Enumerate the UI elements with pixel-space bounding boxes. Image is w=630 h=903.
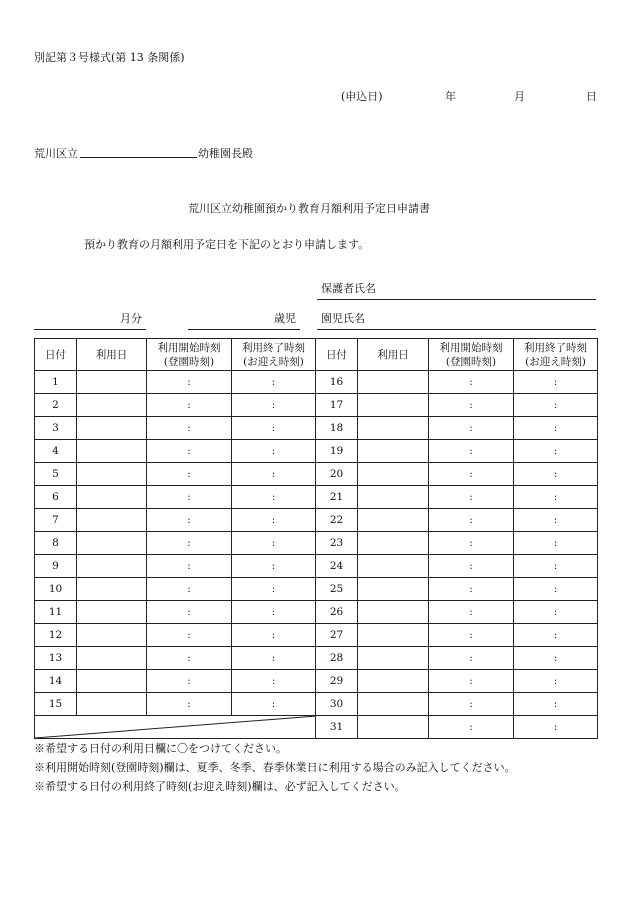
usage-day-cell[interactable] (77, 555, 147, 578)
date-cell: 4 (35, 440, 77, 463)
intro-text: 預かり教育の月額利用予定日を下記のとおり申請します。 (84, 238, 370, 251)
date-cell: 5 (35, 463, 77, 486)
table-row (35, 509, 316, 532)
date-cell: 23 (316, 532, 358, 555)
table-row (316, 578, 598, 601)
usage-day-cell[interactable] (77, 394, 147, 417)
table-row (316, 417, 598, 440)
usage-day-header: 利用日 (358, 339, 429, 371)
usage-day-cell[interactable] (358, 440, 429, 463)
addressee-prefix: 荒川区立 (34, 147, 78, 160)
date-cell: 15 (35, 693, 77, 716)
date-cell: 12 (35, 624, 77, 647)
table-row (316, 463, 598, 486)
end-time-cell[interactable]: : (514, 716, 598, 739)
child-name-line[interactable] (317, 329, 596, 330)
start-time-cell[interactable]: : (147, 555, 232, 578)
table-row (35, 693, 316, 716)
date-cell: 25 (316, 578, 358, 601)
date-cell: 18 (316, 417, 358, 440)
date-cell: 13 (35, 647, 77, 670)
usage-day-cell[interactable] (77, 371, 147, 394)
end-time-cell[interactable]: : (232, 624, 316, 647)
usage-day-cell[interactable] (77, 486, 147, 509)
usage-day-cell[interactable] (77, 463, 147, 486)
end-time-cell[interactable]: : (514, 578, 598, 601)
crossed-out-cell (35, 716, 316, 739)
date-cell: 26 (316, 601, 358, 624)
start-time-cell[interactable]: : (429, 440, 514, 463)
start-time-cell[interactable]: : (429, 417, 514, 440)
month-line[interactable] (34, 329, 146, 330)
schedule-table-right (315, 338, 598, 739)
usage-day-header: 利用日 (77, 339, 147, 371)
child-name-label: 園児氏名 (321, 312, 365, 325)
table-row (316, 486, 598, 509)
end-time-cell[interactable]: : (514, 693, 598, 716)
kindergarten-name-line[interactable] (80, 157, 197, 158)
start-time-cell[interactable]: : (147, 371, 232, 394)
date-cell: 31 (316, 716, 358, 739)
table-row (316, 509, 598, 532)
end-time-cell[interactable]: : (232, 463, 316, 486)
start-time-cell[interactable]: : (147, 624, 232, 647)
date-cell: 7 (35, 509, 77, 532)
table-row (316, 555, 598, 578)
date-cell: 2 (35, 394, 77, 417)
start-time-cell[interactable]: : (429, 716, 514, 739)
start-time-cell[interactable]: : (147, 486, 232, 509)
start-time-header: 利用開始時刻 (登園時刻) (429, 339, 514, 371)
usage-day-cell[interactable] (358, 647, 429, 670)
usage-day-cell[interactable] (358, 555, 429, 578)
addressee-suffix: 幼稚園長殿 (198, 147, 253, 160)
end-time-cell[interactable]: : (514, 670, 598, 693)
start-time-cell[interactable]: : (147, 647, 232, 670)
usage-day-cell[interactable] (77, 601, 147, 624)
start-time-cell[interactable]: : (429, 647, 514, 670)
date-cell: 21 (316, 486, 358, 509)
end-time-cell[interactable]: : (514, 624, 598, 647)
end-time-cell[interactable]: : (232, 532, 316, 555)
start-time-header: 利用開始時刻 (登園時刻) (147, 339, 232, 371)
start-time-cell[interactable]: : (147, 601, 232, 624)
form-code: 別記第３号様式(第 13 条関係) (34, 51, 185, 64)
start-time-cell[interactable]: : (429, 693, 514, 716)
table-row (35, 670, 316, 693)
end-time-cell[interactable]: : (232, 578, 316, 601)
start-time-cell[interactable]: : (429, 394, 514, 417)
start-time-cell[interactable]: : (147, 463, 232, 486)
table-row (35, 394, 316, 417)
usage-day-cell[interactable] (358, 624, 429, 647)
start-time-cell[interactable]: : (429, 463, 514, 486)
age-line[interactable] (188, 329, 300, 330)
date-header: 日付 (35, 339, 77, 371)
schedule-table-left (34, 338, 316, 739)
end-time-cell[interactable]: : (232, 555, 316, 578)
start-time-cell[interactable]: : (429, 486, 514, 509)
date-cell: 30 (316, 693, 358, 716)
end-time-cell[interactable]: : (232, 670, 316, 693)
start-time-cell[interactable]: : (147, 693, 232, 716)
age-suffix: 歳児 (274, 312, 296, 325)
day-label: 日 (586, 90, 597, 103)
usage-day-cell[interactable] (358, 532, 429, 555)
start-time-cell[interactable]: : (147, 509, 232, 532)
usage-day-cell[interactable] (77, 417, 147, 440)
end-time-cell[interactable]: : (232, 509, 316, 532)
usage-day-cell[interactable] (358, 463, 429, 486)
date-cell: 10 (35, 578, 77, 601)
date-cell: 28 (316, 647, 358, 670)
usage-day-cell[interactable] (358, 693, 429, 716)
blank-row (35, 716, 316, 739)
date-cell: 1 (35, 371, 77, 394)
diagonal-strike (35, 716, 316, 738)
table-row (316, 601, 598, 624)
table-row (35, 440, 316, 463)
date-cell: 22 (316, 509, 358, 532)
end-time-cell[interactable]: : (232, 647, 316, 670)
end-time-cell[interactable]: : (514, 371, 598, 394)
start-time-cell[interactable]: : (147, 532, 232, 555)
table-row (35, 417, 316, 440)
date-cell: 20 (316, 463, 358, 486)
usage-day-cell[interactable] (358, 486, 429, 509)
note-2: ※利用開始時刻(登園時刻)欄は、夏季、冬季、春季休業日に利用する場合のみ記入してください。 (34, 761, 516, 774)
usage-day-cell[interactable] (77, 647, 147, 670)
date-cell: 27 (316, 624, 358, 647)
table-row (35, 486, 316, 509)
table-row (316, 670, 598, 693)
table-row (316, 440, 598, 463)
table-row (316, 647, 598, 670)
table-row (316, 624, 598, 647)
table-row (316, 394, 598, 417)
date-cell: 6 (35, 486, 77, 509)
date-cell: 19 (316, 440, 358, 463)
table-row (316, 716, 598, 739)
start-time-cell[interactable]: : (429, 578, 514, 601)
document-title: 荒川区立幼稚園預かり教育月額利用予定日申請書 (188, 202, 430, 215)
table-row (35, 624, 316, 647)
end-time-cell[interactable]: : (514, 440, 598, 463)
start-time-cell[interactable]: : (429, 532, 514, 555)
start-time-cell[interactable]: : (147, 670, 232, 693)
guardian-name-line[interactable] (317, 299, 596, 300)
end-time-cell[interactable]: : (232, 417, 316, 440)
date-cell: 16 (316, 371, 358, 394)
note-1: ※希望する日付の利用日欄に〇をつけてください。 (34, 742, 287, 755)
usage-day-cell[interactable] (77, 670, 147, 693)
table-row (35, 555, 316, 578)
table-row (35, 463, 316, 486)
end-time-cell[interactable]: : (514, 532, 598, 555)
table-row (316, 371, 598, 394)
start-time-cell[interactable]: : (147, 440, 232, 463)
start-time-cell[interactable]: : (429, 624, 514, 647)
end-time-cell[interactable]: : (514, 647, 598, 670)
end-time-cell[interactable]: : (514, 601, 598, 624)
usage-day-cell[interactable] (358, 670, 429, 693)
date-cell: 24 (316, 555, 358, 578)
table-row (35, 578, 316, 601)
end-time-cell[interactable]: : (514, 394, 598, 417)
usage-day-cell[interactable] (358, 394, 429, 417)
end-time-cell[interactable]: : (514, 463, 598, 486)
usage-day-cell[interactable] (77, 509, 147, 532)
date-cell: 29 (316, 670, 358, 693)
end-time-cell[interactable]: : (232, 693, 316, 716)
start-time-cell[interactable]: : (429, 601, 514, 624)
end-time-cell[interactable]: : (232, 601, 316, 624)
end-time-cell[interactable]: : (514, 509, 598, 532)
end-time-cell[interactable]: : (232, 394, 316, 417)
date-cell: 14 (35, 670, 77, 693)
table-row (35, 647, 316, 670)
usage-day-cell[interactable] (77, 693, 147, 716)
start-time-cell[interactable]: : (147, 394, 232, 417)
end-time-cell[interactable]: : (514, 555, 598, 578)
usage-day-cell[interactable] (358, 716, 429, 739)
end-time-cell[interactable]: : (232, 486, 316, 509)
usage-day-cell[interactable] (358, 509, 429, 532)
date-header: 日付 (316, 339, 358, 371)
usage-day-cell[interactable] (358, 578, 429, 601)
start-time-cell[interactable]: : (429, 555, 514, 578)
note-3: ※希望する日付の利用終了時刻(お迎え時刻)欄は、必ず記入してください。 (34, 780, 406, 793)
year-label: 年 (445, 90, 456, 103)
start-time-cell[interactable]: : (429, 371, 514, 394)
table-row (316, 532, 598, 555)
usage-day-cell[interactable] (358, 417, 429, 440)
date-cell: 3 (35, 417, 77, 440)
table-row (35, 601, 316, 624)
usage-day-cell[interactable] (77, 624, 147, 647)
end-time-cell[interactable]: : (232, 440, 316, 463)
start-time-cell[interactable]: : (147, 578, 232, 601)
usage-day-cell[interactable] (358, 601, 429, 624)
month-label: 月 (514, 90, 525, 103)
table-row (35, 371, 316, 394)
end-time-header: 利用終了時刻 (お迎え時刻) (514, 339, 598, 371)
usage-day-cell[interactable] (358, 371, 429, 394)
date-cell: 17 (316, 394, 358, 417)
end-time-cell[interactable]: : (232, 371, 316, 394)
usage-day-cell[interactable] (77, 440, 147, 463)
start-time-cell[interactable]: : (147, 417, 232, 440)
table-row (35, 532, 316, 555)
date-cell: 11 (35, 601, 77, 624)
end-time-cell[interactable]: : (514, 417, 598, 440)
usage-day-cell[interactable] (77, 532, 147, 555)
date-cell: 8 (35, 532, 77, 555)
end-time-header: 利用終了時刻 (お迎え時刻) (232, 339, 316, 371)
application-date-label: (申込日) (341, 90, 383, 103)
usage-day-cell[interactable] (77, 578, 147, 601)
start-time-cell[interactable]: : (429, 509, 514, 532)
end-time-cell[interactable]: : (514, 486, 598, 509)
start-time-cell[interactable]: : (429, 670, 514, 693)
table-row (316, 693, 598, 716)
guardian-name-label: 保護者氏名 (321, 282, 376, 295)
date-cell: 9 (35, 555, 77, 578)
month-suffix: 月分 (120, 312, 142, 325)
